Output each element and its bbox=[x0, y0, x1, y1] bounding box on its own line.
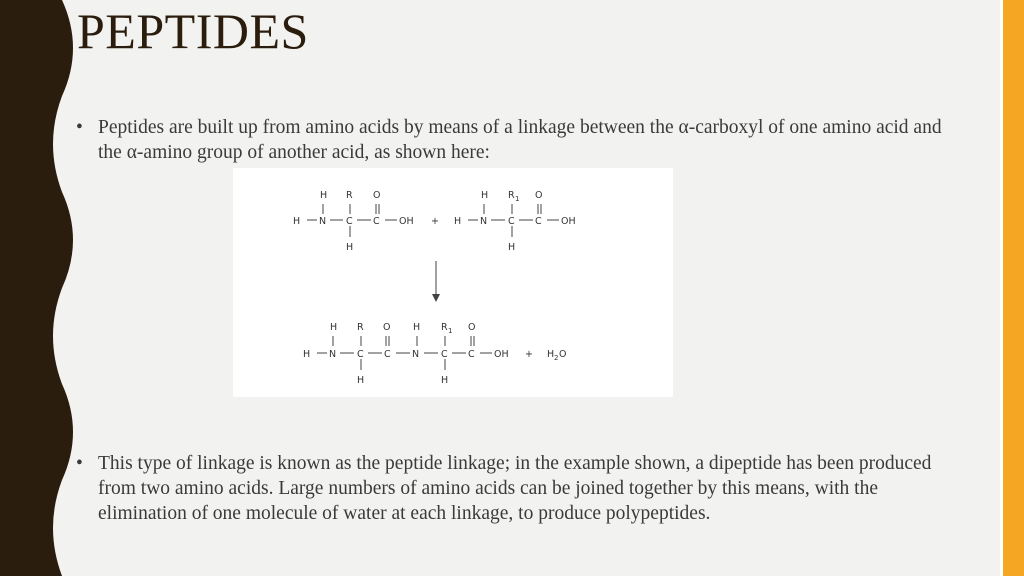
svg-text:H: H bbox=[357, 375, 365, 386]
slide-title: PEPTIDES bbox=[77, 3, 309, 59]
svg-text:OH: OH bbox=[494, 349, 509, 360]
bullet-text: This type of linkage is known as the peptide linkage; in the example shown, a dipeptide has been produced from two amino acids. Large numbers of amino acids can be joined together by this means, with the elimination of one molecule of water at each linkage, to produce polypeptides. bbox=[98, 453, 932, 524]
svg-text:H: H bbox=[454, 216, 462, 227]
svg-text:R: R bbox=[508, 190, 515, 201]
svg-text:N: N bbox=[412, 349, 420, 360]
svg-text:OH: OH bbox=[399, 216, 414, 227]
svg-text:H: H bbox=[413, 322, 421, 333]
svg-text:+: + bbox=[431, 216, 439, 227]
svg-text:C: C bbox=[384, 349, 391, 360]
svg-text:R: R bbox=[357, 322, 364, 333]
svg-text:R: R bbox=[346, 190, 353, 201]
svg-text:1: 1 bbox=[448, 327, 453, 335]
svg-text:C: C bbox=[468, 349, 475, 360]
svg-text:OH: OH bbox=[561, 216, 576, 227]
svg-text:H: H bbox=[320, 190, 328, 201]
svg-text:C: C bbox=[441, 349, 448, 360]
svg-text:O: O bbox=[559, 349, 567, 360]
svg-text:H: H bbox=[508, 242, 516, 253]
decorative-wave-bar bbox=[0, 0, 80, 576]
svg-text:R: R bbox=[441, 322, 448, 333]
svg-text:O: O bbox=[535, 190, 543, 201]
bullet-dot: • bbox=[76, 453, 83, 474]
svg-text:C: C bbox=[535, 216, 542, 227]
svg-text:H: H bbox=[481, 190, 489, 201]
bullet-item bbox=[76, 115, 946, 165]
svg-text:O: O bbox=[373, 190, 381, 201]
bullet-item bbox=[76, 451, 946, 526]
peptide-reaction-diagram bbox=[233, 168, 673, 397]
svg-text:N: N bbox=[319, 216, 327, 227]
svg-text:C: C bbox=[357, 349, 364, 360]
svg-text:C: C bbox=[508, 216, 515, 227]
svg-text:H: H bbox=[547, 349, 555, 360]
reaction-arrow bbox=[432, 294, 440, 302]
bullet-dot: • bbox=[76, 117, 83, 138]
svg-text:N: N bbox=[480, 216, 488, 227]
svg-text:H: H bbox=[293, 216, 301, 227]
svg-text:N: N bbox=[329, 349, 337, 360]
svg-text:1: 1 bbox=[515, 195, 520, 203]
svg-text:O: O bbox=[383, 322, 391, 333]
svg-text:+: + bbox=[525, 349, 533, 360]
bullet-text: Peptides are built up from amino acids by means of a linkage between the α-carboxyl of one amino acid and the α-amino group of another acid, as shown here: bbox=[98, 117, 942, 163]
svg-text:H: H bbox=[303, 349, 311, 360]
svg-text:C: C bbox=[373, 216, 380, 227]
svg-text:H: H bbox=[330, 322, 338, 333]
svg-text:H: H bbox=[346, 242, 354, 253]
svg-text:H: H bbox=[441, 375, 449, 386]
accent-strip bbox=[1000, 0, 1024, 576]
svg-text:O: O bbox=[468, 322, 476, 333]
svg-text:C: C bbox=[346, 216, 353, 227]
svg-text:2: 2 bbox=[554, 354, 559, 362]
